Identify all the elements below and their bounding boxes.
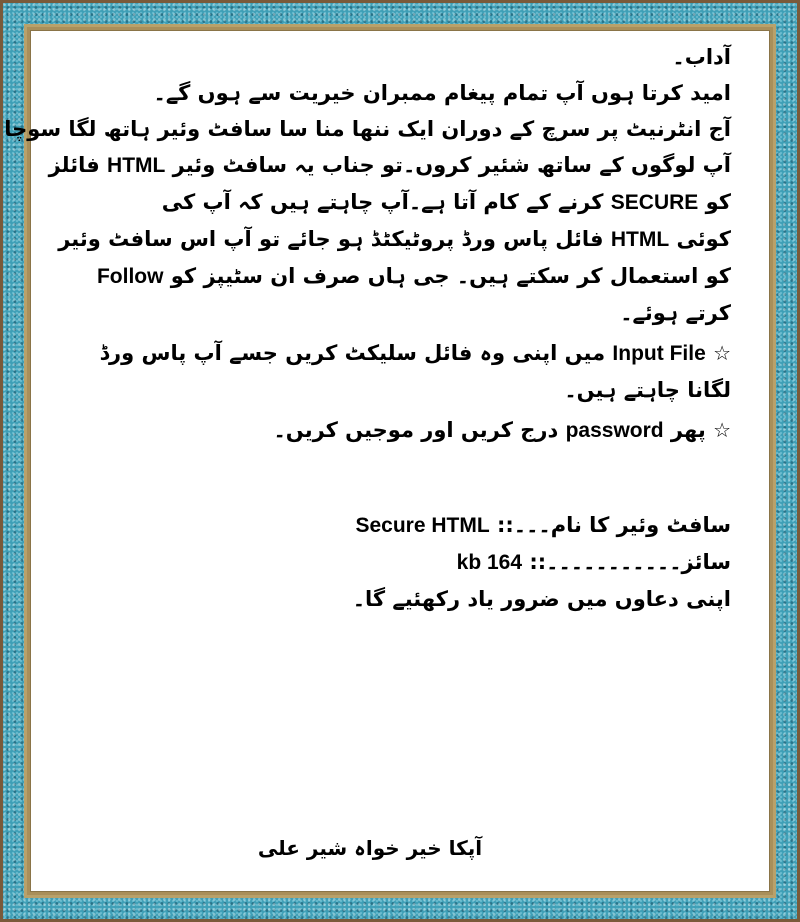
line6-text-a: کو استعمال کر سکتے ہیں۔ جی ہاں صرف ان سٹیپز کو [163,264,731,288]
star-icon: ☆ [713,341,731,365]
software-size-value: 164 kb [456,551,523,574]
closing-line: اپنی دعاوں میں ضرور یاد رکھئیے گا۔ [352,587,731,611]
software-name [91,507,731,544]
step2-password: password [565,419,664,442]
letter-line-1: امید کرتا ہوں آپ تمام پیغام ممبران خیریت سے ہوں گے۔ [153,81,731,105]
star-icon: ☆ [713,418,731,442]
step2-text-a: پھر [663,418,714,442]
line5-text-a: کوئی [669,227,731,251]
software-size [91,544,731,581]
step1-input-file: Input File [612,342,706,365]
signature: آپکا خیر خواہ شیر علی [257,836,483,860]
letter-line-7: کرتے ہوئے۔ [620,301,731,325]
line3-text-a: آپ لوگوں کے ساتھ شئیر کروں۔تو جناب یہ سافٹ وئیر [165,153,731,177]
letter-line-6 [91,258,731,295]
step-1-continued: لگانا چاہتے ہیں۔ [564,378,731,402]
greeting: آداب۔ [672,45,731,69]
letter-line-5 [58,221,731,258]
letter-page [4,30,770,892]
letter-line-4 [91,184,731,221]
software-name-label: سافٹ وئیر کا نام۔۔۔:: [497,513,731,537]
line6-follow-word: Follow [96,265,164,288]
line3-html-word: HTML [107,154,166,177]
step-2 [91,412,731,449]
software-name-value: Secure HTML [355,514,490,537]
line5-html-word: HTML [610,228,670,251]
line3-text-c: فائلز [48,153,108,177]
letter-line-3 [48,147,731,184]
spacer [91,449,731,507]
line4-secure-word: SECURE [610,191,699,214]
step-1 [91,335,731,372]
line4-text-c: کرنے کے کام آتا ہے۔آپ چاہتے ہیں کہ آپ کی [161,190,611,214]
line5-text-c: فائل پاس ورڈ پروٹیکٹڈ ہو جائے تو آپ اس سافٹ وئیر [58,227,611,251]
software-size-label: سائز۔۔۔۔۔۔۔۔۔۔۔:: [529,550,731,574]
step2-text-c: درج کریں اور موجیں کریں۔ [273,418,566,442]
letter-line-2: آج انٹرنیٹ پر سرچ کے دوران ایک ننھا منا سا سافٹ وئیر ہاتھ لگا سوچا [4,117,731,141]
step1-text: میں اپنی وہ فائل سلیکٹ کریں جسے آپ پاس ورڈ [99,341,613,365]
letter-body [4,39,731,617]
step1-space [706,341,713,365]
line4-text-a: کو [698,190,731,214]
